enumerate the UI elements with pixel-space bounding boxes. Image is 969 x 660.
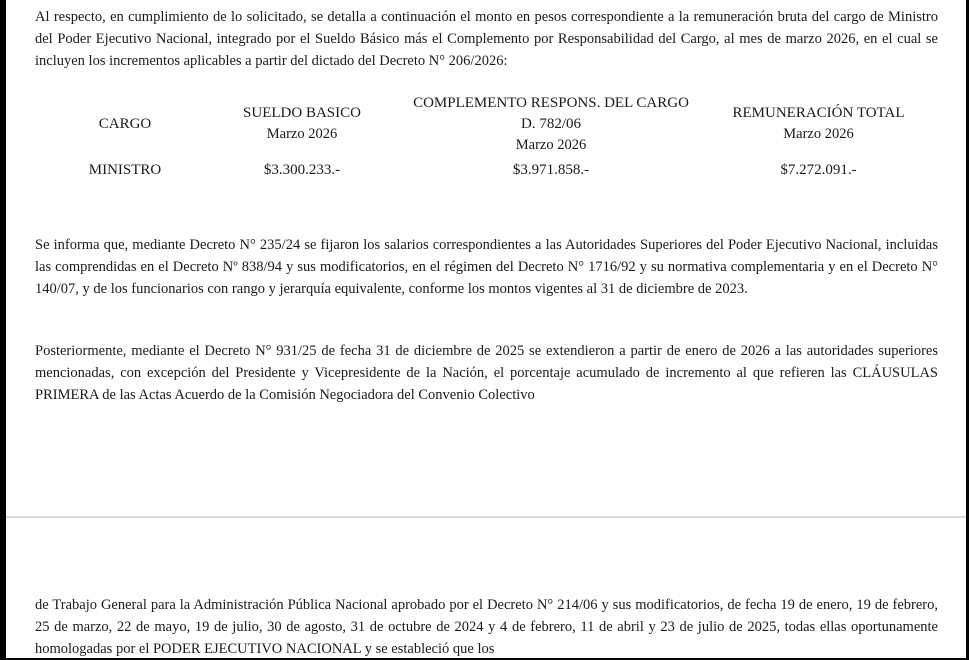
row-complemento: $3.971.858.- <box>512 162 590 178</box>
header-complemento: COMPLEMENTO RESPONS. DEL CARGO <box>413 95 689 111</box>
header-remuneracion-total: REMUNERACIÓN TOTAL <box>732 105 905 121</box>
row-sueldo: $3.300.233.- <box>263 162 341 178</box>
row-total: $7.272.091.- <box>780 162 857 178</box>
decree-235-paragraph: Se informa que, mediante Decreto N° 235/24 se fijaron los salarios correspondientes a las Autoridades Superiores del Poder Ejecutivo Nacional, incluidas las comprendidas en el Decreto Nº 838/94 y sus modificatorios, en el régimen del Decreto N° 1716/92 y su normativa complementaria y en el Decreto N° 140/07, y de los funcionarios con rango y jerarquía equivalente, conforme los montos vigentes al 31 de diciembre de 2023. <box>35 237 938 297</box>
header-complemento-decree: D. 782/06 <box>521 116 581 132</box>
decree-931-paragraph: Posteriormente, mediante el Decreto N° 931/25 de fecha 31 de diciembre de 2025 se extendieron a partir de enero de 2026 a las autoridades superiores mencionadas, con excepción del Presidente y Vicepresidente de la Nación, el porcentaje acumulado de incremento al que refieren las CLÁUSULAS PRIMERA de las Actas Acuerdo de la Comisión Negociadora del Convenio Colectivo <box>35 343 938 403</box>
header-sueldo-period: Marzo 2026 <box>266 126 338 142</box>
document-page-1 <box>6 0 966 516</box>
continuation-paragraph: de Trabajo General para la Administración Pública Nacional aprobado por el Decreto N° 214/06 y sus modificatorios, de fecha 19 de enero, 19 de febrero, 25 de marzo, 22 de mayo, 19 de julio, 30 de agosto, 31 de octubre de 2024 y 4 de febrero, 11 de abril y 23 de julio de 2025, todas ellas oportunamente homologadas por el PODER EJECUTIVO NACIONAL y se estableció que los <box>35 597 938 657</box>
document-page-2 <box>6 518 966 658</box>
header-sueldo-basico: SUELDO BASICO <box>243 105 361 121</box>
header-total-period: Marzo 2026 <box>783 126 854 142</box>
header-complemento-period: Marzo 2026 <box>515 137 587 153</box>
row-cargo: MINISTRO <box>88 162 162 178</box>
intro-paragraph: Al respecto, en cumplimiento de lo solicitado, se detalla a continuación el monto en pesos correspondiente a la remuneración bruta del cargo de Ministro del Poder Ejecutivo Nacional, integrado por el Sueldo Básico más el Complemento por Responsabilidad del Cargo, al mes de marzo 2026, en el cual se incluyen los incrementos aplicables a partir del dictado del Decreto N° 206/2026: <box>35 9 938 69</box>
header-cargo: CARGO <box>98 116 152 132</box>
